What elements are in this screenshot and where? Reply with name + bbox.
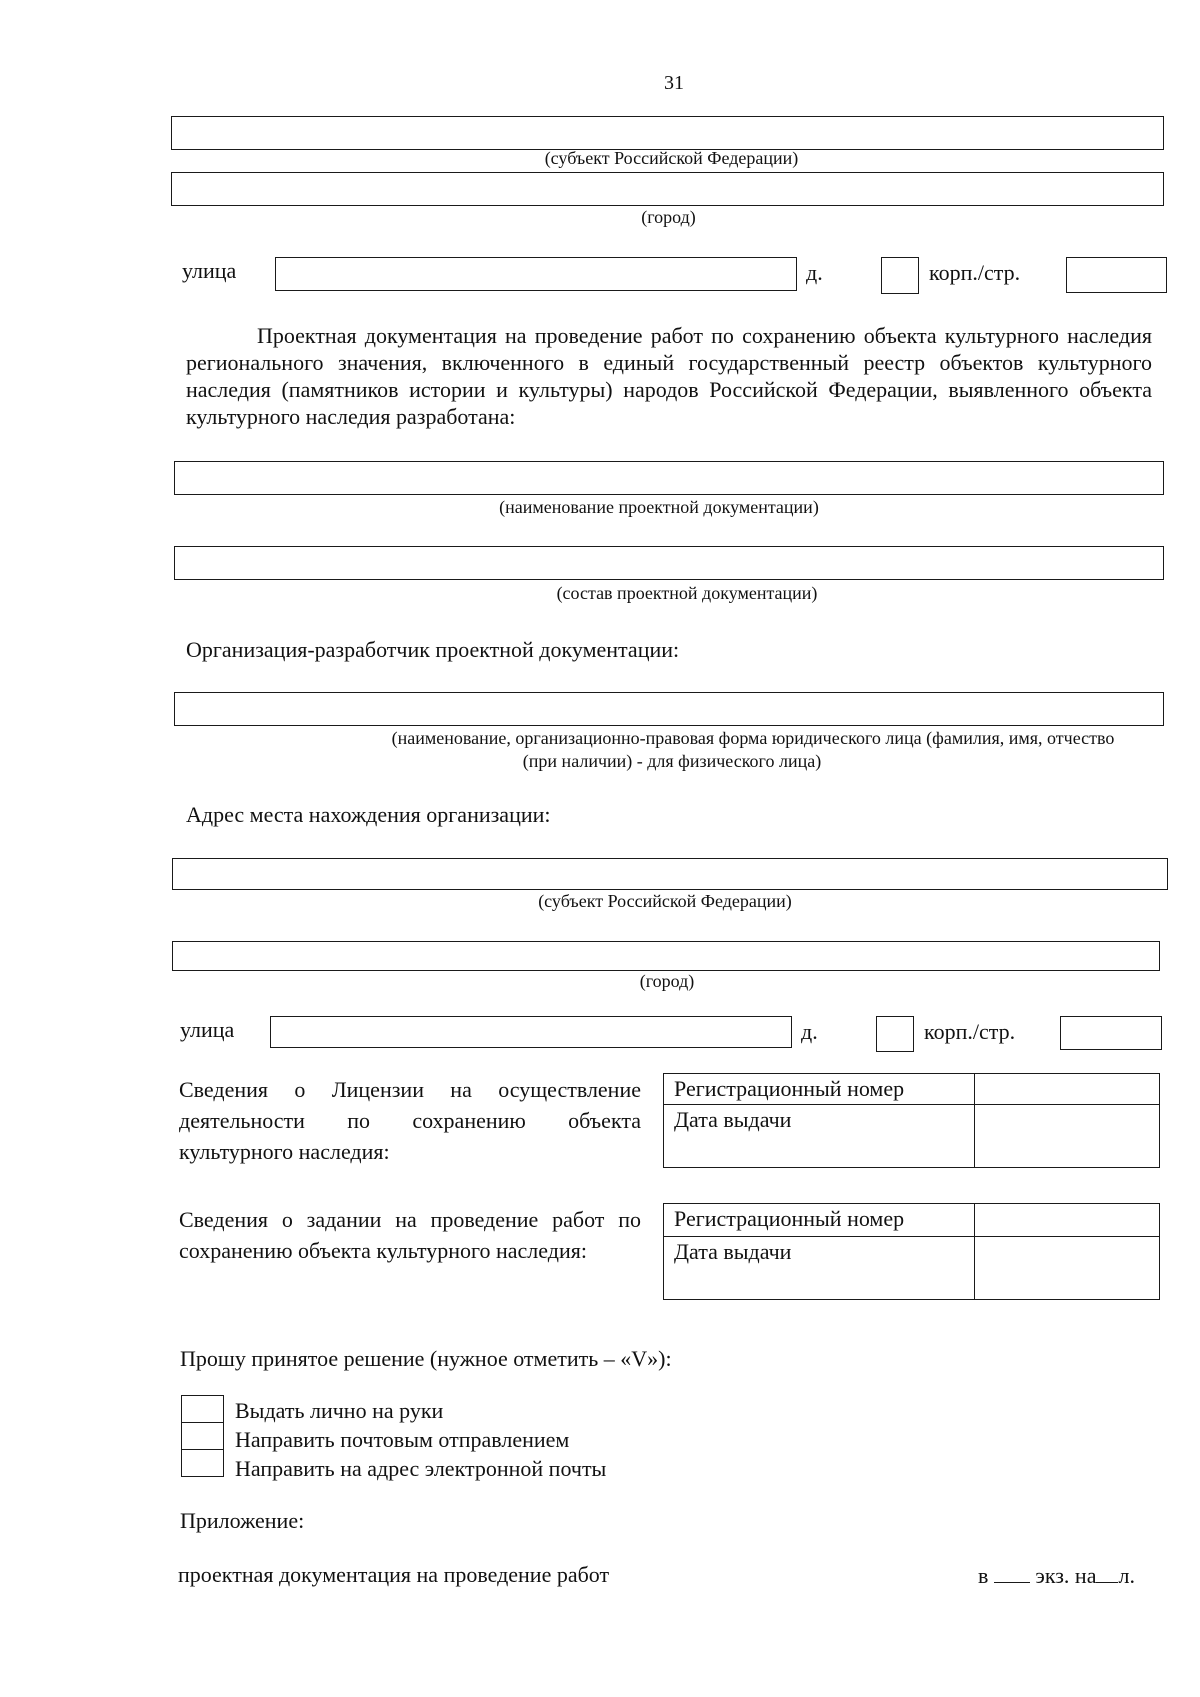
house-field-2[interactable]	[876, 1016, 914, 1052]
attachment-heading: Приложение:	[180, 1508, 305, 1533]
checkbox-by-post[interactable]	[181, 1422, 224, 1450]
license-issue-date-value[interactable]	[975, 1105, 1160, 1168]
city-field-1[interactable]	[171, 172, 1164, 206]
sheets-count-field[interactable]	[1096, 1564, 1118, 1583]
building-label-1: корп./стр.	[929, 260, 1021, 285]
assignment-issue-date-value[interactable]	[975, 1237, 1160, 1300]
building-field-2[interactable]	[1060, 1016, 1162, 1050]
assignment-reg-number-label: Регистрационный номер	[664, 1204, 975, 1237]
license-table	[663, 1073, 1160, 1168]
license-reg-number-label: Регистрационный номер	[664, 1074, 975, 1105]
intro-paragraph: Проектная документация на проведение работ по сохранению объекта культурного наследия регионального значения, включенного в единый государственный реестр объектов культурного наследия (памятников истории и культуры) народов Российской Федерации, выявленного объекта культурного наследия разработана:	[186, 323, 1152, 429]
page-number: 31	[664, 72, 684, 94]
street-label-1: улица	[182, 258, 237, 283]
developer-field[interactable]	[174, 692, 1164, 726]
checkbox-by-email[interactable]	[181, 1449, 224, 1477]
house-label-1: д.	[806, 260, 823, 285]
copies-count-field[interactable]	[994, 1564, 1030, 1583]
developer-caption-line2: (при наличии) - для физического лица)	[522, 751, 822, 771]
subject-caption-1: (субъект Российской Федерации)	[544, 148, 799, 168]
assignment-reg-number-value[interactable]	[975, 1204, 1160, 1237]
doc-composition-caption: (состав проектной документации)	[556, 583, 818, 603]
copies-prefix: в	[978, 1563, 989, 1588]
license-issue-date-label: Дата выдачи	[664, 1105, 975, 1168]
city-caption-1: (город)	[641, 207, 696, 227]
street-label-2: улица	[180, 1017, 235, 1042]
house-field-1[interactable]	[881, 257, 919, 294]
copies-middle: экз. на	[1035, 1563, 1097, 1588]
subject-field-1[interactable]	[171, 116, 1164, 150]
developer-heading: Организация-разработчик проектной документации:	[186, 637, 680, 662]
assignment-issue-date-label: Дата выдачи	[664, 1237, 975, 1300]
assignment-table	[663, 1203, 1160, 1300]
attachment-item: проектная документация на проведение работ	[178, 1562, 610, 1587]
building-field-1[interactable]	[1066, 257, 1167, 293]
license-text: Сведения о Лицензии на осуществление деятельности по сохранению объекта культурного наследия:	[179, 1077, 641, 1164]
city-field-2[interactable]	[172, 941, 1160, 971]
doc-name-field[interactable]	[174, 461, 1164, 495]
license-reg-number-value[interactable]	[975, 1074, 1160, 1105]
org-address-heading: Адрес места нахождения организации:	[186, 802, 551, 827]
street-field-2[interactable]	[270, 1016, 792, 1048]
attachment-copies	[978, 1563, 1135, 1589]
building-label-2: корп./стр.	[924, 1019, 1016, 1044]
assignment-text: Сведения о задании на проведение работ по сохранению объекта культурного наследия:	[179, 1207, 641, 1263]
subject-field-2[interactable]	[172, 858, 1168, 890]
option-in-person: Выдать лично на руки	[235, 1398, 444, 1423]
decision-heading: Прошу принятое решение (нужное отметить – «V»):	[180, 1346, 672, 1371]
subject-caption-2: (субъект Российской Федерации)	[538, 891, 792, 911]
copies-suffix: л.	[1118, 1563, 1135, 1588]
option-by-post: Направить почтовым отправлением	[235, 1427, 570, 1452]
option-by-email: Направить на адрес электронной почты	[235, 1456, 607, 1481]
city-caption-2: (город)	[639, 971, 695, 991]
checkbox-in-person[interactable]	[181, 1395, 224, 1423]
house-label-2: д.	[801, 1019, 818, 1044]
doc-composition-field[interactable]	[174, 546, 1164, 580]
doc-name-caption: (наименование проектной документации)	[499, 497, 819, 517]
developer-caption-line1: (наименование, организационно-правовая форма юридического лица (фамилия, имя, отчество	[391, 728, 1115, 748]
street-field-1[interactable]	[275, 257, 797, 291]
